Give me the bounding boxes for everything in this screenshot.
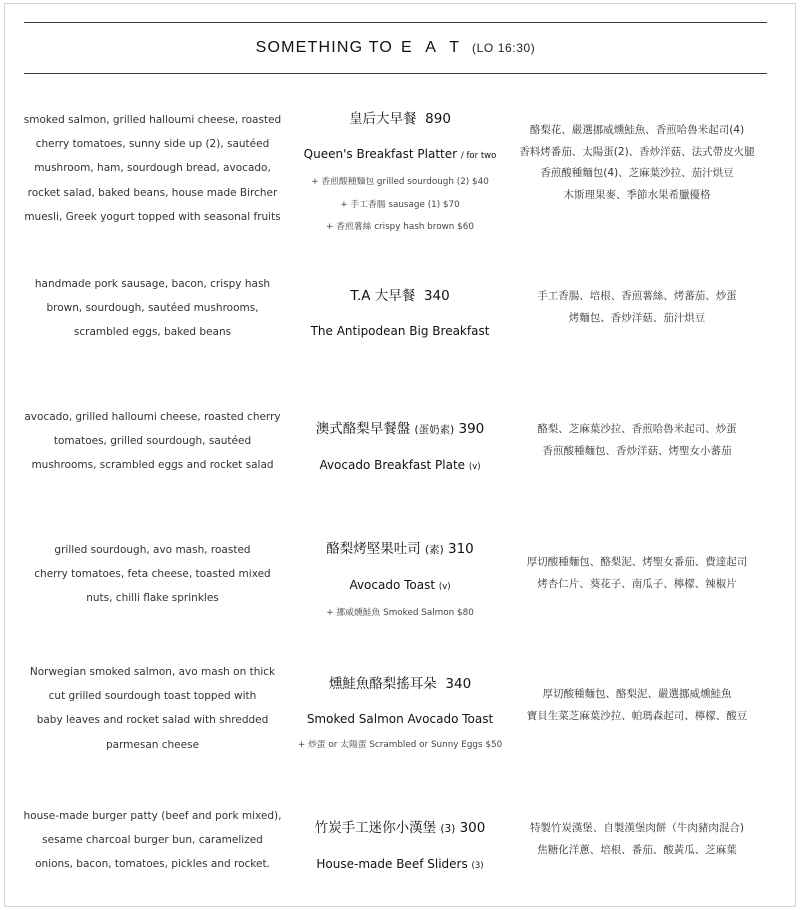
item-name-en (284, 145, 516, 165)
item-name-zh-text: 澳式酪梨早餐盤 (315, 421, 411, 437)
item-name-zh (284, 286, 516, 306)
item-description-en (20, 538, 285, 611)
item-description-en (20, 804, 285, 877)
item-name-en (284, 855, 516, 875)
item-names (284, 818, 516, 875)
description-line: mushroom, ham, sourdough bread, avocado, (34, 162, 271, 175)
item-name-en-note: (3) (471, 861, 484, 871)
description-zh-line: 焦糖化洋蔥、培根、番茄、酸黃瓜、芝麻葉 (537, 843, 737, 856)
item-names (284, 286, 516, 340)
description-line: smoked salmon, grilled halloumi cheese, roasted (23, 114, 282, 126)
item-description-zh (508, 419, 766, 462)
description-zh-line: 香煎酸種麵包、香炒洋菇、烤聖女小蕃茄 (542, 444, 732, 457)
description-line: nuts, chilli flake sprinkles (86, 592, 219, 605)
item-name-en-text: Avocado Toast (349, 578, 436, 592)
item-name-zh-note: (素) (425, 544, 444, 556)
item-name-en-note: / for two (460, 151, 497, 161)
item-name-en (284, 322, 516, 340)
description-zh-line: 烤麵包、香炒洋菇、茄汁烘豆 (568, 311, 706, 324)
item-name-zh (284, 419, 516, 440)
description-zh-line: 酪梨、芝麻葉沙拉、香煎哈魯米起司、炒蛋 (537, 423, 737, 435)
description-line: grilled sourdough, avo mash, roasted (54, 544, 251, 556)
item-name-zh-note: (3) (440, 823, 456, 835)
description-line: sesame charcoal burger bun, caramelized (42, 834, 263, 847)
description-zh-line: 木斯理果麥、季節水果希臘優格 (563, 188, 711, 201)
description-zh-line: 香煎酸種麵包(4)、芝麻葉沙拉、茄汁烘豆 (540, 167, 734, 179)
menu-header (24, 34, 767, 62)
item-name-zh-text: 皇后大早餐 (349, 111, 417, 127)
description-line: avocado, grilled halloumi cheese, roasted cherry (24, 411, 281, 423)
menu-title: SOMETHING TO (255, 39, 394, 56)
description-line: brown, sourdough, sautéed mushrooms, (46, 302, 259, 315)
item-price: 310 (448, 541, 474, 557)
item-description-en (20, 108, 285, 229)
item-name-zh (284, 674, 516, 694)
addon-option: + 香煎酸種麵包 grilled sourdough (2) $40 (311, 177, 489, 187)
description-line: mushrooms, scrambled eggs and rocket salad (31, 459, 274, 472)
item-name-zh-note: (蛋奶素) (414, 424, 455, 436)
description-zh-line: 厚切酸種麵包、酪梨泥、嚴選挪威燻鮭魚 (542, 688, 732, 700)
description-line: parmesan cheese (105, 738, 200, 751)
addon-option: + 炒蛋 or 太陽蛋 Scrambled or Sunny Eggs $50 (297, 740, 503, 750)
description-zh-line: 烤杏仁片、葵花子、南瓜子、檸檬、辣椒片 (537, 577, 737, 590)
description-line: scrambled eggs, baked beans (73, 326, 232, 339)
addon-option: + 香煎薯絲 crispy hash brown $60 (326, 222, 474, 232)
description-line: cherry tomatoes, sunny side up (2), sautéed (35, 138, 270, 151)
description-zh-line: 厚切酸種麵包、酪梨泥、烤聖女番茄、費達起司 (526, 556, 748, 568)
last-order-time: (LO 16:30) (471, 41, 536, 55)
item-name-en-text: The Antipodean Big Breakfast (310, 324, 490, 338)
description-line: house-made burger patty (beef and pork mixed), (23, 810, 282, 822)
item-name-en-text: House-made Beef Sliders (316, 857, 468, 871)
item-description-zh (508, 120, 766, 206)
item-price: 340 (423, 288, 450, 304)
item-names (284, 674, 516, 757)
description-line: Norwegian smoked salmon, avo mash on thick (29, 666, 276, 678)
item-name-en-note: (v) (438, 582, 451, 592)
item-name-zh-text: T.A 大早餐 (350, 288, 416, 304)
description-line: muesli, Greek yogurt topped with seasonal fruits (24, 210, 281, 223)
item-name-en (284, 710, 516, 728)
item-name-zh (284, 539, 516, 560)
description-line: baby leaves and rocket salad with shredded (36, 714, 269, 727)
item-price: 340 (445, 676, 472, 692)
item-name-en-note: (v) (468, 462, 481, 472)
description-line: cherry tomatoes, feta cheese, toasted mixed (34, 568, 271, 581)
menu-title-eat: E A T (401, 39, 464, 56)
item-name-zh-text: 酪梨烤堅果吐司 (326, 541, 421, 557)
item-description-en (20, 272, 285, 345)
item-description-en (20, 660, 285, 757)
item-name-en (284, 456, 516, 476)
item-name-en (284, 576, 516, 596)
item-names (284, 419, 516, 476)
item-description-zh (508, 818, 766, 861)
item-name-zh-text: 竹炭手工迷你小漢堡 (314, 820, 437, 836)
item-description-en (20, 405, 285, 478)
item-name-zh-text: 燻鮭魚酪梨搖耳朵 (328, 676, 437, 692)
addon-option: + 挪威燻鮭魚 Smoked Salmon $80 (326, 608, 474, 618)
description-line: tomatoes, grilled sourdough, sautéed (53, 435, 252, 448)
item-price: 890 (425, 111, 451, 127)
item-description-zh (508, 286, 766, 329)
item-price: 390 (458, 421, 485, 437)
description-zh-line: 寶貝生菜芝麻葉沙拉、帕瑪森起司、檸檬、酸豆 (526, 709, 748, 722)
item-name-zh (284, 109, 516, 129)
description-zh-line: 酪梨花、嚴選挪威燻鮭魚、香煎哈魯米起司(4) (529, 124, 745, 136)
item-addons (284, 171, 516, 239)
header-top-rule (24, 22, 767, 23)
description-zh-line: 特製竹炭漢堡、自製漢堡肉餅（牛肉豬肉混合) (529, 822, 745, 834)
header-bottom-rule (24, 73, 767, 74)
item-name-en-text: Smoked Salmon Avocado Toast (306, 712, 494, 726)
description-zh-line: 手工香腸、培根、香煎薯絲、烤蕃茄、炒蛋 (537, 290, 737, 302)
item-name-en-text: Queen's Breakfast Platter (303, 147, 458, 161)
item-names (284, 109, 516, 239)
item-names (284, 539, 516, 625)
item-description-zh (508, 552, 766, 595)
item-price: 300 (459, 820, 486, 836)
item-addons (284, 734, 516, 757)
description-zh-line: 香料烤番茄、太陽蛋(2)、香炒洋菇、法式帶皮火腿 (519, 145, 755, 158)
description-line: onions, bacon, tomatoes, pickles and rocket. (35, 858, 270, 871)
description-line: cut grilled sourdough toast topped with (48, 690, 257, 703)
description-line: rocket salad, baked beans, house made Bircher (27, 186, 278, 199)
item-name-zh (284, 818, 516, 839)
item-name-en-text: Avocado Breakfast Plate (319, 458, 466, 472)
item-description-zh (508, 684, 766, 727)
description-line: handmade pork sausage, bacon, crispy hash (34, 278, 271, 290)
addon-option: + 手工香腸 sausage (1) $70 (340, 199, 460, 210)
item-addons (284, 602, 516, 625)
